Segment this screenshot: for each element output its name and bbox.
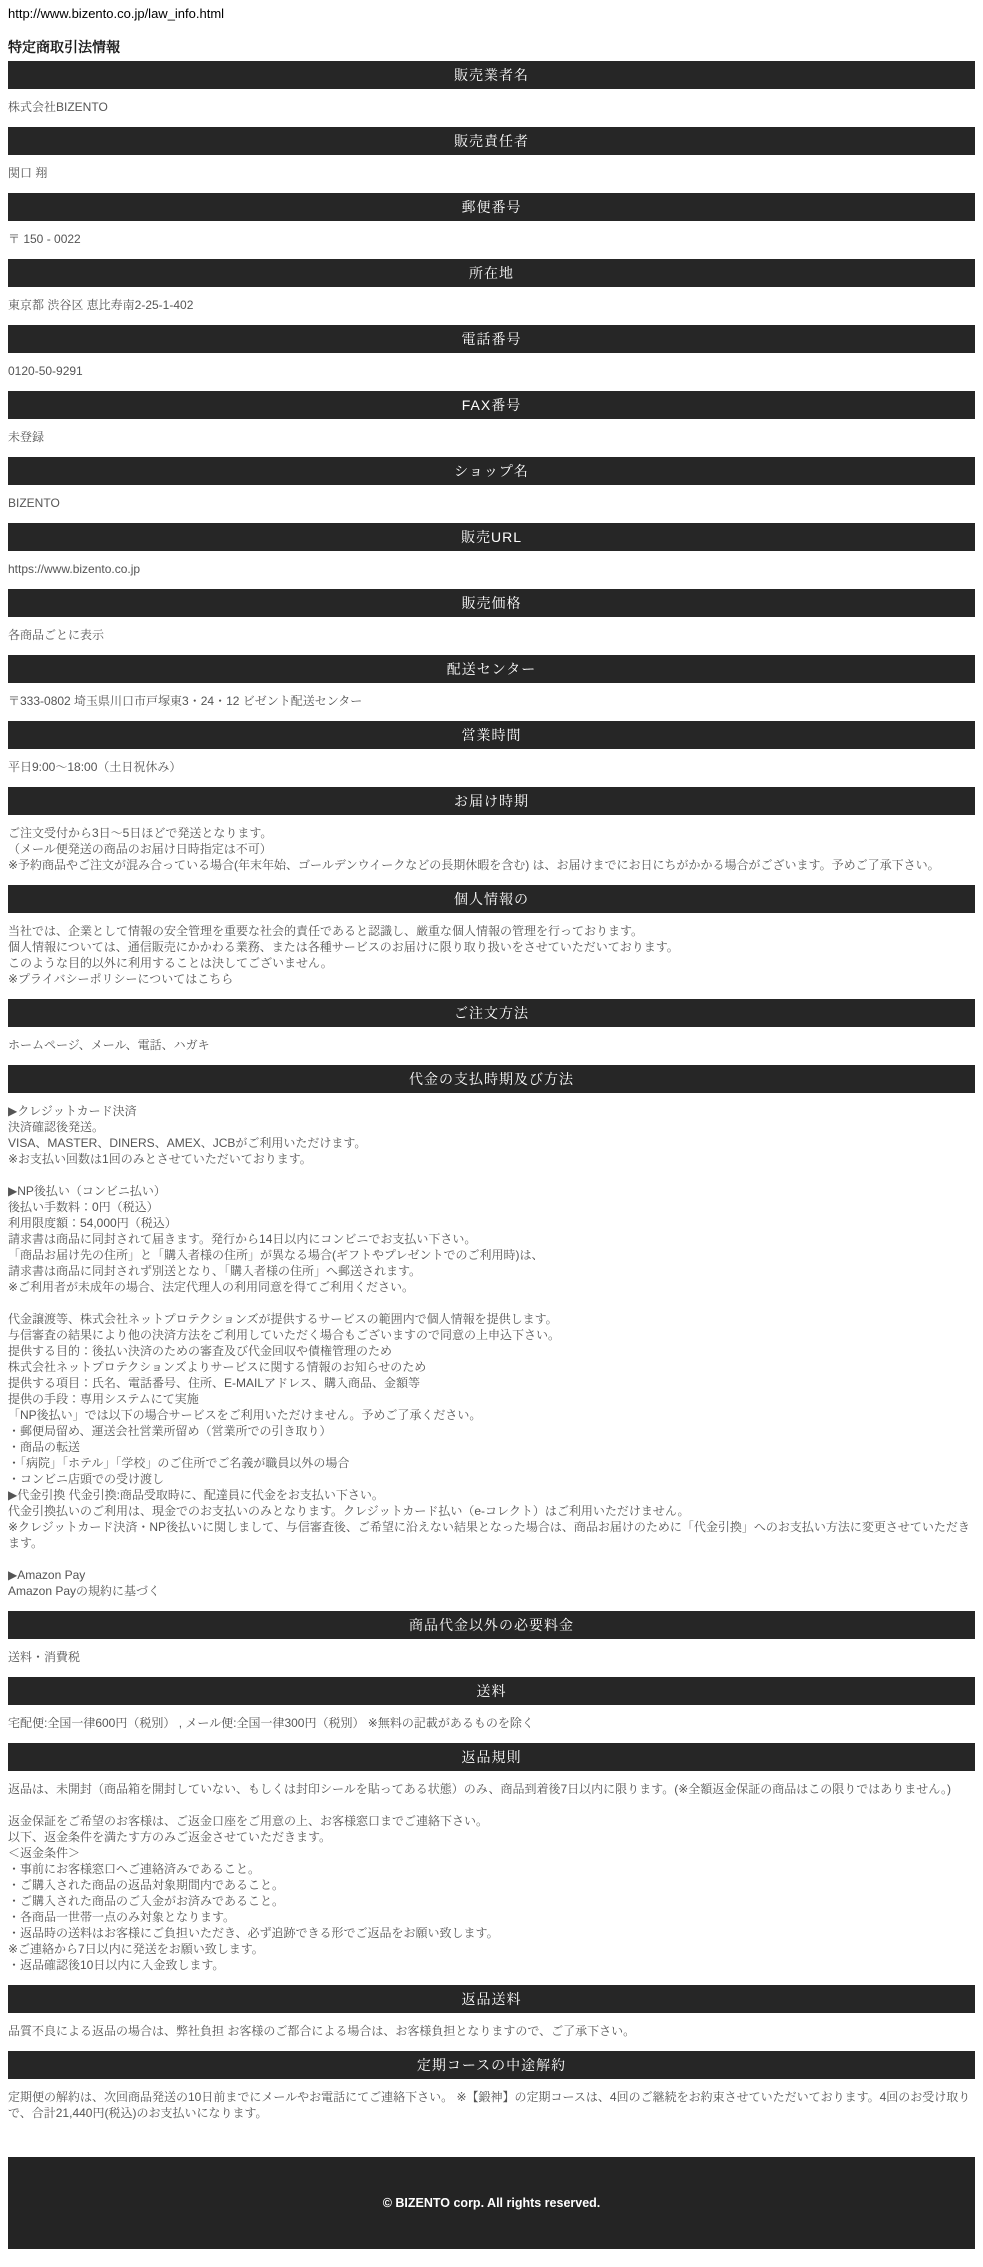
section-heading-bar (8, 193, 975, 221)
section-heading-label: 送料 (476, 1683, 507, 1699)
content-line: ※ご連絡から7日以内に発送をお願い致します。 (8, 1942, 264, 1956)
section-heading-bar (8, 885, 975, 913)
content-line: ＜返金条件＞ (8, 1846, 81, 1860)
content-line: ▶Amazon Pay (8, 1568, 86, 1582)
content-line: BIZENTO (8, 496, 60, 510)
section-heading-bar (8, 1065, 975, 1093)
content-line: 未登録 (8, 430, 45, 444)
content-line: 定期便の解約は、次回商品発送の10日前までにメールやお電話にてご連絡下さい。 ※【鍛神】の定期コースは、4回のご継続をお約束させていただいております。4回のお受け取りで、合計21,440円(税込)のお支払いになります。 (8, 2090, 971, 2120)
content-line: https://www.bizento.co.jp (8, 562, 141, 576)
content-line: ・商品の転送 (8, 1440, 81, 1454)
content-line: ・事前にお客様窓口へご連絡済みであること。 (8, 1862, 261, 1876)
section-heading-label: 販売URL (460, 529, 522, 545)
section-heading-bar (8, 325, 975, 353)
section-heading-label: 返品規則 (461, 1749, 522, 1765)
content-line: 宅配便:全国一律600円（税別） , メール便:全国一律300円（税別） ※無料の記載があるものを除く (8, 1716, 534, 1730)
content-line: 株式会社BIZENTO (8, 100, 108, 114)
copyright-text: © BIZENTO corp. All rights reserved. (382, 2196, 601, 2210)
section-content (8, 2013, 975, 2051)
law-section (8, 193, 975, 259)
content-line: 個人情報については、通信販売にかかわる業務、または各種サービスのお届けに限り取り扱いをさせていただいております。 (8, 940, 679, 954)
content-line (8, 1295, 975, 1311)
content-line: 与信審査の結果により他の決済方法をご利用していただく場合もございますので同意の上申込下さい。 (8, 1328, 561, 1342)
page-url-text: http://www.bizento.co.jp/law_info.html (8, 6, 225, 21)
section-heading-bar (8, 523, 975, 551)
section-content (8, 221, 975, 259)
content-line: ・「病院」「ホテル」「学校」のご住所でご名義が職員以外の場合 (8, 1456, 350, 1470)
content-line: ▶クレジットカード決済 (8, 1104, 137, 1118)
content-line: 各商品ごとに表示 (8, 628, 105, 642)
section-heading-label: 販売価格 (461, 595, 522, 611)
section-content (8, 1639, 975, 1677)
section-heading-label: お届け時期 (454, 793, 529, 809)
content-line: ※ご利用者が未成年の場合、法定代理人の利用同意を得てご利用ください。 (8, 1280, 415, 1294)
section-heading-label: 配送センター (446, 661, 537, 677)
section-content (8, 1705, 975, 1743)
section-heading-label: 販売業者名 (454, 67, 529, 83)
section-heading-bar (8, 61, 975, 89)
section-heading-bar (8, 1743, 975, 1771)
section-content (8, 913, 975, 999)
law-section (8, 589, 975, 655)
section-heading-label: 返品送料 (461, 1991, 522, 2007)
content-line: 返金保証をご希望のお客様は、ご返金口座をご用意の上、お客様窓口までご連絡下さい。 (8, 1814, 489, 1828)
law-section (8, 523, 975, 589)
page-title: 特定商取引法情報 (8, 39, 120, 55)
law-section (8, 1677, 975, 1743)
law-section (8, 61, 975, 127)
content-line: 提供する目的：後払い決済のための審査及び代金回収や債権管理のため (8, 1344, 393, 1358)
footer (8, 2157, 975, 2249)
section-content (8, 155, 975, 193)
content-line: ・コンビニ店頭での受け渡し (8, 1472, 165, 1486)
content-line: 代金引換払いのご利用は、現金でのお支払いのみとなります。クレジットカード払い（e-コレクト）はご利用いただけません。 (8, 1504, 690, 1518)
content-line (8, 1167, 975, 1183)
content-line: VISA、MASTER、DINERS、AMEX、JCBがご利用いただけます。 (8, 1136, 367, 1150)
sections (8, 61, 975, 2133)
content-line: ・各商品一世帯一点のみ対象となります。 (8, 1910, 236, 1924)
content-line: 関口 翔 (8, 166, 48, 180)
section-content (8, 1771, 975, 1985)
content-line: 決済確認後発送。 (8, 1120, 105, 1134)
section-heading-bar (8, 787, 975, 815)
content-line: ・返品時の送料はお客様にご負担いただき、必ず追跡できる形でご返品をお願い致します。 (8, 1926, 499, 1940)
content-line: 当社では、企業として情報の安全管理を重要な社会的責任であると認識し、厳重な個人情報の管理を行っております。 (8, 924, 644, 938)
section-heading-label: 電話番号 (461, 331, 522, 347)
content-line: ・ご購入された商品のご入金がお済みであること。 (8, 1894, 285, 1908)
content-line: 「商品お届け先の住所」と「購入者様の住所」が異なる場合(ギフトやプレゼントでのご利用時)は、 (8, 1248, 544, 1262)
law-section (8, 457, 975, 523)
section-heading-bar (8, 259, 975, 287)
content-line: 請求書は商品に同封されて届きます。発行から14日以内にコンビニでお支払い下さい。 (8, 1232, 477, 1246)
section-heading-bar (8, 999, 975, 1027)
content-line: （メール便発送の商品のお届け日時指定は不可） (8, 842, 272, 856)
content-line: ・郵便局留め、運送会社営業所留め（営業所での引き取り） (8, 1424, 332, 1438)
content-line: 平日9:00～18:00（土日祝休み） (8, 760, 182, 774)
section-content (8, 749, 975, 787)
section-heading-bar (8, 2051, 975, 2079)
section-heading-label: 商品代金以外の必要料金 (409, 1617, 574, 1633)
section-content (8, 551, 975, 589)
section-heading-bar (8, 1677, 975, 1705)
law-section (8, 2051, 975, 2133)
content-line: 利用限度額：54,000円（税込） (8, 1216, 177, 1230)
content-line (8, 1551, 975, 1567)
law-section (8, 391, 975, 457)
content-line: 請求書は商品に同封されず別送となり、「購入者様の住所」へ郵送されます。 (8, 1264, 422, 1278)
content-line: ホームページ、メール、電話、ハガキ (8, 1038, 210, 1052)
law-section (8, 127, 975, 193)
section-heading-label: 営業時間 (461, 727, 522, 743)
content-line: 以下、返金条件を満たす方のみご返金させていただきます。 (8, 1830, 332, 1844)
content-line: 提供の手段：専用システムにて実施 (8, 1392, 199, 1406)
content-line: 東京都 渋谷区 恵比寿南2-25-1-402 (8, 298, 194, 312)
section-content (8, 287, 975, 325)
content-line: 送料・消費税 (8, 1650, 81, 1664)
law-section (8, 1611, 975, 1677)
section-content (8, 815, 975, 885)
section-heading-bar (8, 457, 975, 485)
content-line: Amazon Payの規約に基づく (8, 1584, 161, 1598)
section-heading-label: 所在地 (469, 265, 514, 281)
section-heading-label: 個人情報の (454, 891, 529, 907)
content-line: 返品は、未開封（商品箱を開封していない、もしくは封印シールを貼ってある状態）のみ、商品到着後7日以内に限ります。(※全額返金保証の商品はこの限りではありません。) (8, 1782, 951, 1796)
law-section (8, 1985, 975, 2051)
content-line: ・ご購入された商品の返品対象期間内であること。 (8, 1878, 285, 1892)
content-line: ※予約商品やご注文が混み合っている場合(年末年始、ゴールデンウイークなどの長期休暇を含む) は、お届けまでにお日にちがかかる場合がございます。予めご了承下さい。 (8, 858, 940, 872)
content-line: 〒333-0802 埼玉県川口市戸塚東3・24・12 ビゼント配送センター (8, 694, 363, 708)
section-content (8, 2079, 975, 2133)
content-line: 株式会社ネットプロテクションズよりサービスに関する情報のお知らせのため (8, 1360, 427, 1374)
section-heading-bar (8, 589, 975, 617)
section-heading-bar (8, 391, 975, 419)
law-section (8, 1743, 975, 1985)
section-heading-label: ショップ名 (454, 463, 529, 479)
law-section (8, 999, 975, 1065)
section-content (8, 1027, 975, 1065)
content-line: このような目的以外に利用することは決してございません。 (8, 956, 333, 970)
content-line: 代金譲渡等、株式会社ネットプロテクションズが提供するサービスの範囲内で個人情報を提供します。 (8, 1312, 558, 1326)
content-line: ・返品確認後10日以内に入金致します。 (8, 1958, 225, 1972)
section-heading-label: FAX番号 (461, 397, 522, 413)
content-line (8, 1797, 975, 1813)
law-section (8, 655, 975, 721)
law-section (8, 721, 975, 787)
section-heading-bar (8, 1611, 975, 1639)
section-heading-label: ご注文方法 (454, 1005, 529, 1021)
section-content (8, 1093, 975, 1611)
content-line: ▶NP後払い（コンビニ払い） (8, 1184, 166, 1198)
section-heading-bar (8, 721, 975, 749)
section-content (8, 353, 975, 391)
section-content (8, 683, 975, 721)
section-heading-label: 郵便番号 (461, 199, 522, 215)
section-heading-label: 代金の支払時期及び方法 (409, 1071, 574, 1087)
content-line: ※プライバシーポリシーについてはこちら (8, 972, 234, 986)
content-line: ※お支払い回数は1回のみとさせていただいております。 (8, 1152, 312, 1166)
section-content (8, 485, 975, 523)
section-content (8, 617, 975, 655)
content-line: 後払い手数料：0円（税込） (8, 1200, 159, 1214)
content-line: 〒 150 - 0022 (8, 232, 81, 246)
law-section (8, 787, 975, 885)
section-heading-bar (8, 655, 975, 683)
content-line: ご注文受付から3日～5日ほどで発送となります。 (8, 826, 273, 840)
content-line: 「NP後払い」では以下の場合サービスをご利用いただけません。予めご了承ください。 (8, 1408, 482, 1422)
section-heading-label: 定期コースの中途解約 (416, 2057, 567, 2073)
law-section (8, 325, 975, 391)
law-section (8, 1065, 975, 1611)
section-heading-label: 販売責任者 (454, 133, 529, 149)
section-content (8, 89, 975, 127)
section-content (8, 419, 975, 457)
section-heading-bar (8, 1985, 975, 2013)
content-line: ※クレジットカード決済・NP後払いに関しまして、与信審査後、ご希望に沿えない結果となった場合は、商品お届けのために「代金引換」へのお支払い方法に変更させていただきます。 (8, 1520, 970, 1550)
law-section (8, 259, 975, 325)
section-heading-bar (8, 127, 975, 155)
content-line: ▶代金引換 代金引換:商品受取時に、配達員に代金をお支払い下さい。 (8, 1488, 384, 1502)
content-line: 品質不良による返品の場合は、弊社負担 お客様のご都合による場合は、お客様負担となりますので、ご了承下さい。 (8, 2024, 636, 2038)
content-line: 提供する項目：氏名、電話番号、住所、E-MAILアドレス、購入商品、金額等 (8, 1376, 421, 1390)
content-line: 0120-50-9291 (8, 364, 83, 378)
law-section (8, 885, 975, 999)
